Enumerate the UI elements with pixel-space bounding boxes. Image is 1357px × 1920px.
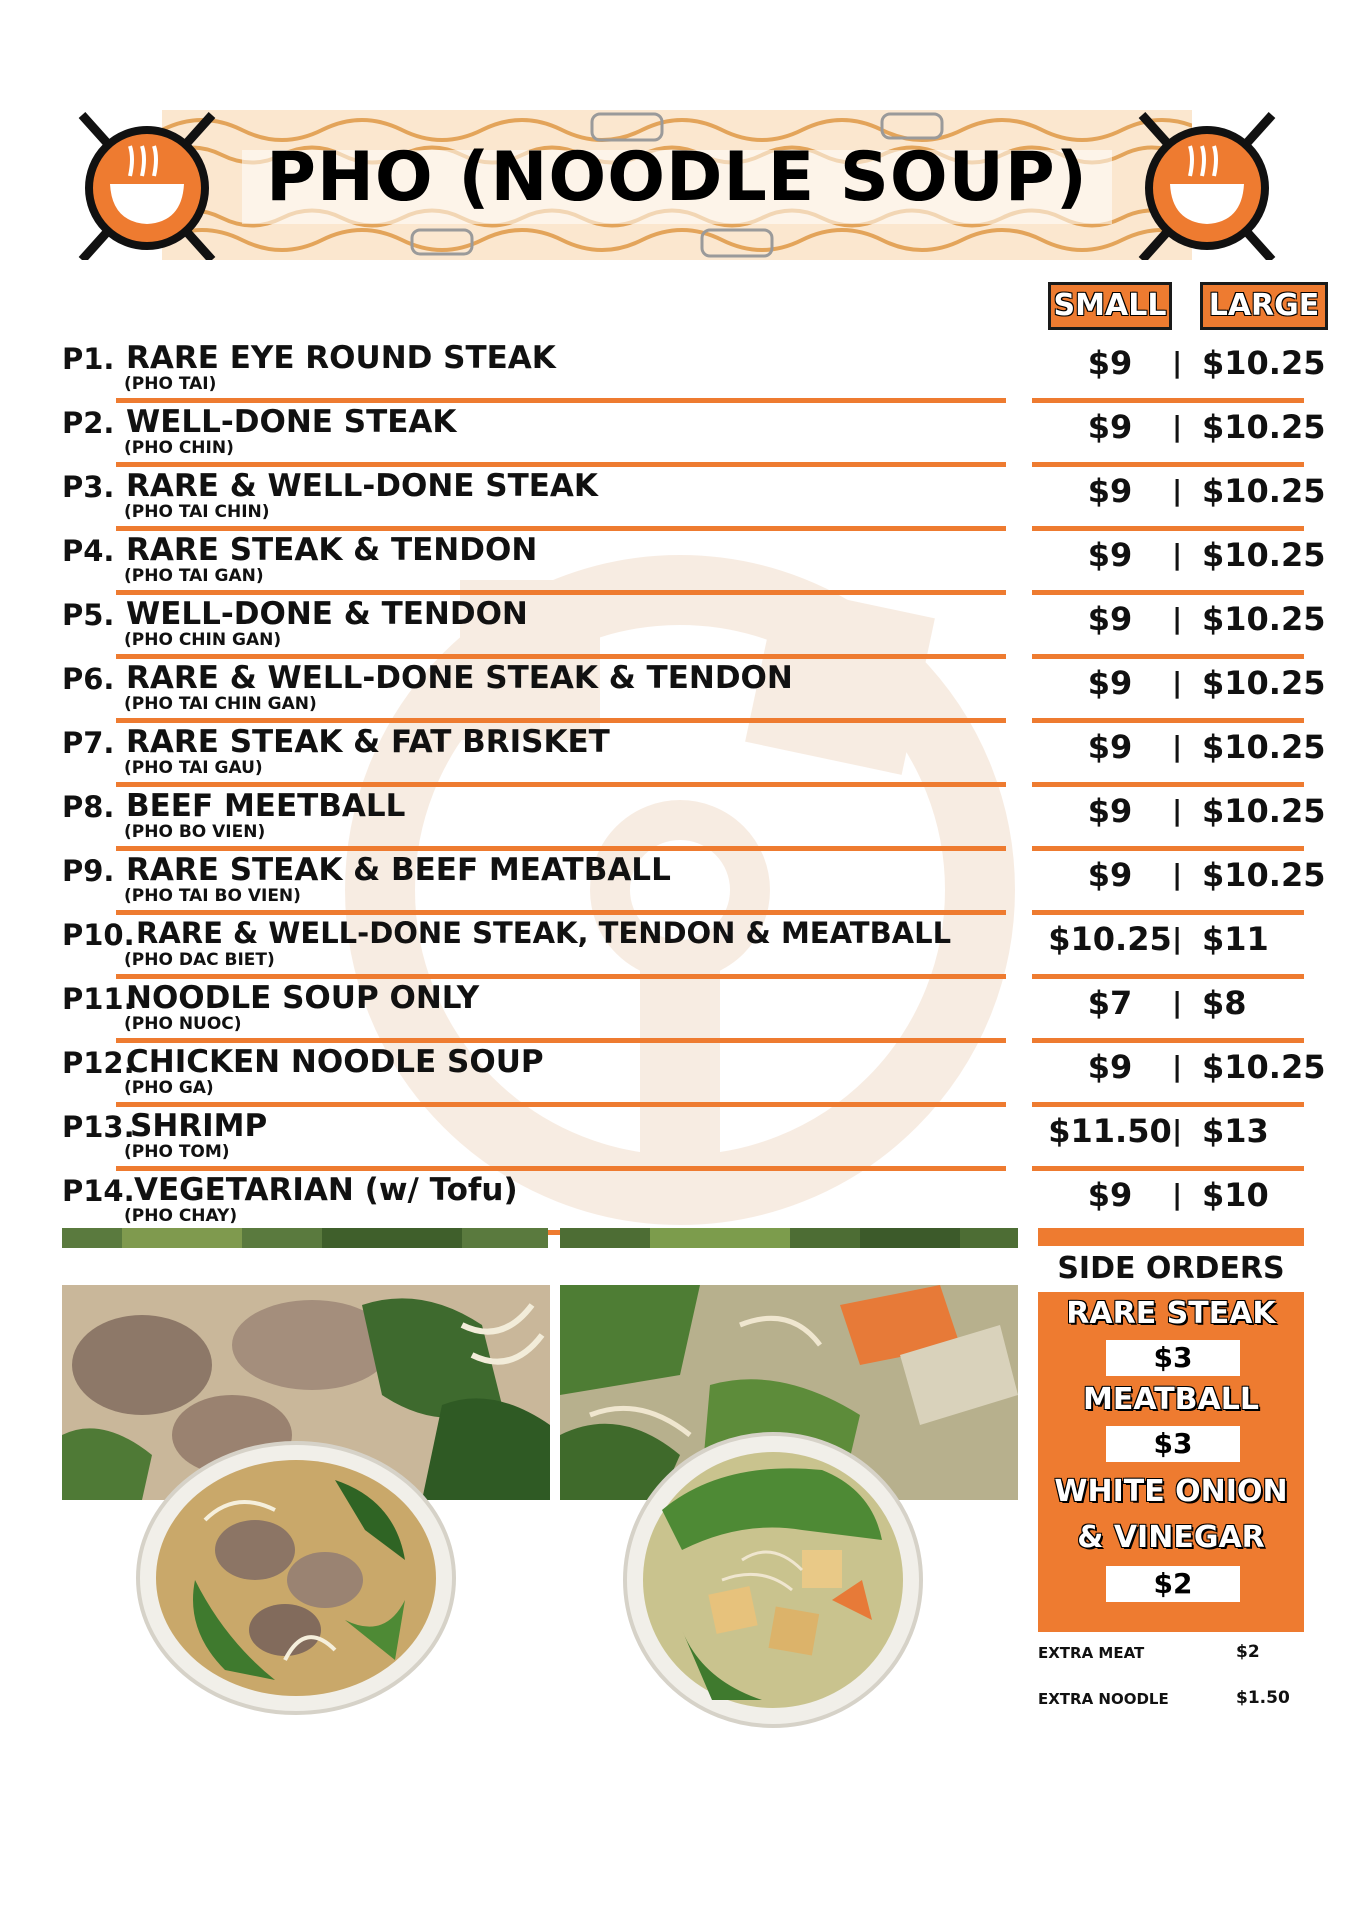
item-code: P11. [62,982,135,1016]
price-separator: | [1172,474,1183,507]
item-name: RARE STEAK & BEEF MEATBALL [126,852,671,888]
menu-item [62,398,1326,462]
item-vietnamese-name: (PHO DAC BIET) [124,950,275,970]
price-small: $9 [1087,344,1133,382]
item-vietnamese-name: (PHO GA) [124,1078,214,1098]
menu-item [62,590,1326,654]
side-order-name: RARE STEAK [1066,1296,1276,1331]
price-small: $9 [1087,728,1133,766]
price-small: $7 [1087,984,1133,1022]
item-name: WELL-DONE & TENDON [126,596,528,632]
item-name: RARE & WELL-DONE STEAK, TENDON & MEATBALL [136,916,952,950]
side-order-name: MEATBALL [1082,1382,1259,1417]
price-large: $10.25 [1202,472,1326,510]
item-vietnamese-name: (PHO TAI GAU) [124,758,263,778]
price-small: $9 [1087,664,1133,702]
price-small: $9 [1087,1048,1133,1086]
item-vietnamese-name: (PHO TAI BO VIEN) [124,886,301,906]
price-separator: | [1172,1114,1183,1147]
price-large: $10.25 [1202,856,1326,894]
price-separator: | [1172,922,1183,955]
price-small: $9 [1087,1176,1133,1214]
price-separator: | [1172,1178,1183,1211]
price-large: $8 [1202,984,1247,1022]
price-large: $10.25 [1202,728,1326,766]
item-code: P6. [62,662,115,696]
item-vietnamese-name: (PHO NUOC) [124,1014,242,1034]
price-small: $9 [1087,536,1133,574]
price-small: $11.50 [1048,1112,1172,1150]
price-large: $10.25 [1202,408,1326,446]
price-large: $10.25 [1202,792,1326,830]
beef-pho-bowl-image [135,1440,457,1716]
price-small: $9 [1087,472,1133,510]
menu-item [62,910,1322,974]
item-name: VEGETARIAN (w/ Tofu) [134,1172,518,1208]
menu-item [62,654,1326,718]
size-header-large: LARGE [1200,282,1328,330]
extra-price: $1.50 [1236,1688,1290,1708]
price-separator: | [1172,858,1183,891]
title-banner [92,110,1262,260]
price-large: $10.25 [1202,600,1326,638]
item-name: RARE & WELL-DONE STEAK [126,468,598,504]
price-small: $9 [1087,792,1133,830]
side-order-price: $3 [1106,1340,1240,1376]
side-order-price: $2 [1106,1566,1240,1602]
item-code: P4. [62,534,115,568]
item-code: P3. [62,470,115,504]
item-vietnamese-name: (PHO CHAY) [124,1206,238,1226]
food-photo-strip [560,1228,1018,1248]
item-name: RARE STEAK & TENDON [126,532,538,568]
food-photo-strip [62,1228,548,1248]
item-name: CHICKEN NOODLE SOUP [126,1044,544,1080]
extra-price: $2 [1236,1642,1260,1662]
price-small: $9 [1087,408,1133,446]
item-vietnamese-name: (PHO TAI GAN) [124,566,264,586]
menu-item [62,846,1326,910]
menu-item [62,526,1326,590]
price-large: $10.25 [1202,536,1326,574]
item-code: P7. [62,726,115,760]
item-name: RARE STEAK & FAT BRISKET [126,724,610,760]
price-large: $10 [1202,1176,1269,1214]
side-order-name: WHITE ONION [1054,1474,1288,1509]
price-separator: | [1172,986,1183,1019]
noodle-bowl-chopsticks-icon [72,110,222,260]
price-separator: | [1172,1050,1183,1083]
side-orders-title: SIDE ORDERS [1038,1246,1304,1292]
price-small: $9 [1087,856,1133,894]
item-code: P14. [62,1174,135,1208]
extra-label: EXTRA MEAT [1038,1644,1145,1662]
item-code: P10. [62,918,135,952]
menu-item [62,974,1322,1038]
item-code: P5. [62,598,115,632]
item-vietnamese-name: (PHO TAI CHIN) [124,502,270,522]
menu-item [62,1038,1326,1102]
size-header-small: SMALL [1048,282,1172,330]
price-separator: | [1172,666,1183,699]
price-small: $9 [1087,600,1133,638]
price-separator: | [1172,602,1183,635]
item-vietnamese-name: (PHO TAI) [124,374,217,394]
item-name: BEEF MEETBALL [126,788,406,824]
price-large: $13 [1202,1112,1269,1150]
price-separator: | [1172,538,1183,571]
item-code: P12. [62,1046,135,1080]
item-code: P13. [62,1110,135,1144]
item-name: RARE & WELL-DONE STEAK & TENDON [126,660,793,696]
vegetarian-pho-bowl-image [622,1430,924,1730]
menu-item [62,1166,1322,1230]
price-large: $10.25 [1202,1048,1326,1086]
noodle-bowl-chopsticks-icon [1132,110,1282,260]
item-vietnamese-name: (PHO CHIN) [124,438,234,458]
item-name: NOODLE SOUP ONLY [126,980,480,1016]
price-separator: | [1172,410,1183,443]
price-separator: | [1172,730,1183,763]
menu-item [62,782,1326,846]
page-title: PHO (NOODLE SOUP) [266,138,1088,217]
price-small: $10.25 [1048,920,1172,958]
item-vietnamese-name: (PHO BO VIEN) [124,822,266,842]
item-name: SHRIMP [130,1108,268,1144]
item-name: WELL-DONE STEAK [126,404,457,440]
item-vietnamese-name: (PHO CHIN GAN) [124,630,282,650]
price-separator: | [1172,794,1183,827]
item-vietnamese-name: (PHO TOM) [124,1142,230,1162]
side-order-name: & VINEGAR [1077,1520,1265,1555]
price-separator: | [1172,346,1183,379]
price-large: $10.25 [1202,664,1326,702]
price-large: $11 [1202,920,1269,958]
menu-item [62,462,1326,526]
item-name: RARE EYE ROUND STEAK [126,340,556,376]
item-code: P2. [62,406,115,440]
item-code: P1. [62,342,115,376]
price-large: $10.25 [1202,344,1326,382]
menu-item [62,1102,1322,1166]
item-code: P9. [62,854,115,888]
side-order-price: $3 [1106,1426,1240,1462]
item-vietnamese-name: (PHO TAI CHIN GAN) [124,694,317,714]
menu-item [62,334,1326,398]
item-code: P8. [62,790,115,824]
menu-item [62,718,1326,782]
extra-label: EXTRA NOODLE [1038,1690,1169,1708]
